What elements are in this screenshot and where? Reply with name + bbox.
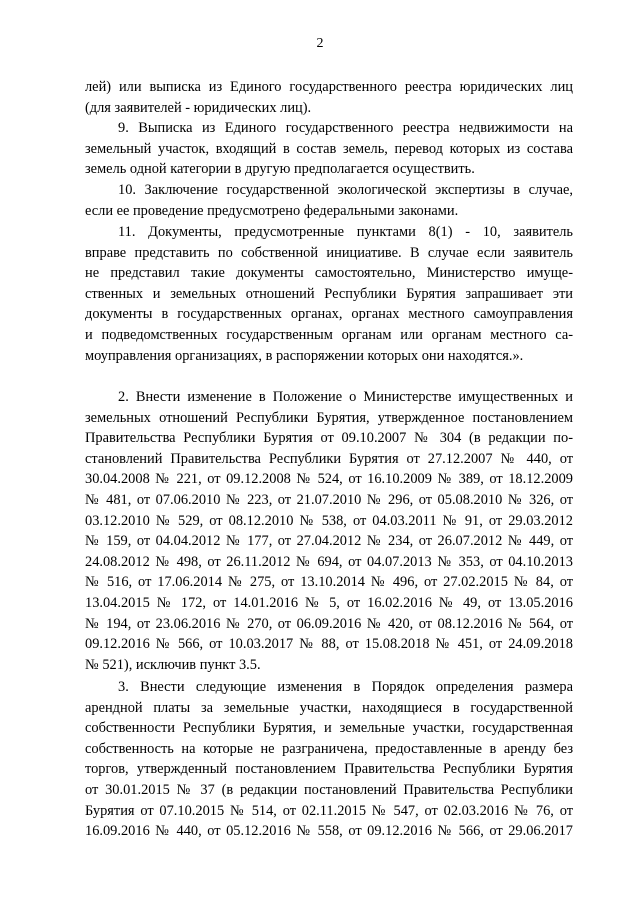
text-line: № 521), исключив пункт 3.5. xyxy=(85,656,261,673)
text-line: ственных и земельных отношений Республики Бурятия запрашивает эти xyxy=(85,285,573,302)
text-line: моуправления организациях, в распоряжении которых они находятся.». xyxy=(85,347,524,364)
text-line: 09.12.2016 № 566, от 10.03.2017 № 88, от 15.08.2018 № 451, от 24.09.2018 xyxy=(85,636,573,653)
text-line: земель одной категории в другую предполагается осуществить. xyxy=(85,161,475,178)
text-line: земельный участок, входящий в состав земель, перевод которых из состава xyxy=(85,140,573,157)
text-line: собственность на которые не разграничена, предоставленные в аренду без xyxy=(85,740,573,757)
text-line: № 194, от 23.06.2016 № 270, от 06.09.2016 № 420, от 08.12.2016 № 564, от xyxy=(85,615,573,632)
text-line: (для заявителей - юридических лиц). xyxy=(85,99,312,116)
paragraph-11 xyxy=(85,222,573,366)
text-line: 10. Заключение государственной экологической экспертизы в случае, xyxy=(118,182,573,198)
text-line: не представил такие документы самостоятельно, Министерство имуще- xyxy=(85,265,573,282)
paragraph-continuation xyxy=(85,77,573,118)
text-line: становлений Правительства Республики Бурятия от 27.12.2007 № 440, от xyxy=(85,450,573,467)
text-line: 3. Внести следующие изменения в Порядок определения размера xyxy=(118,679,573,695)
text-line: № 516, от 17.06.2014 № 275, от 13.10.2014 № 496, от 27.02.2015 № 84, от xyxy=(85,574,573,591)
text-line: вправе представить по собственной инициативе. В случае если заявитель xyxy=(85,244,573,261)
text-line: Правительства Республики Бурятия от 09.10.2007 № 304 (в редакции по- xyxy=(85,430,573,447)
text-line: № 159, от 04.04.2012 № 177, от 27.04.2012 № 234, от 26.07.2012 № 449, от xyxy=(85,533,573,550)
text-line: 13.04.2015 № 172, от 14.01.2016 № 5, от 16.02.2016 № 49, от 13.05.2016 xyxy=(85,594,573,611)
text-line: если ее проведение предусмотрено федеральными законами. xyxy=(85,202,459,219)
text-line: 9. Выписка из Единого государственного реестра недвижимости на xyxy=(118,120,573,136)
text-line: и подведомственных государственным органам или органам местного са- xyxy=(85,326,573,343)
section-2 xyxy=(85,387,573,675)
text-line: документы в государственных органах, органах местного самоуправления xyxy=(85,306,573,323)
text-line: 2. Внести изменение в Положение о Министерстве имущественных и xyxy=(118,389,573,405)
text-line: № 481, от 07.06.2010 № 223, от 21.07.2010 № 296, от 05.08.2010 № 326, от xyxy=(85,491,573,508)
paragraph-9 xyxy=(85,118,573,180)
text-line: 03.12.2010 № 529, от 08.12.2010 № 538, от 04.03.2011 № 91, от 29.03.2012 xyxy=(85,512,573,529)
text-line: торгов, утвержденный постановлением Правительства Республики Бурятия xyxy=(85,761,573,778)
text-line: 11. Документы, предусмотренные пунктами 8(1) - 10, заявитель xyxy=(118,224,573,240)
page-number: 2 xyxy=(316,36,324,51)
text-line: 16.09.2016 № 440, от 05.12.2016 № 558, от 09.12.2016 № 566, от 29.06.2017 xyxy=(85,823,573,840)
text-line: 24.08.2012 № 498, от 26.11.2012 № 694, от 04.07.2013 № 353, от 04.10.2013 xyxy=(85,553,573,570)
text-line: собственности Республики Бурятия, и земельные участки, государственная xyxy=(85,720,573,737)
text-line: лей) или выписка из Единого государственного реестра юридических лиц xyxy=(85,79,573,95)
paragraph-10 xyxy=(85,180,573,221)
section-3 xyxy=(85,677,573,842)
text-line: арендной платы за земельные участки, находящиеся в государственной xyxy=(85,699,573,716)
text-line: от 30.01.2015 № 37 (в редакции постановлений Правительства Республики xyxy=(85,781,573,798)
text-line: Бурятия от 07.10.2015 № 514, от 02.11.2015 № 547, от 02.03.2016 № 76, от xyxy=(85,802,573,819)
text-line: земельных отношений Республики Бурятия, утвержденное постановлением xyxy=(85,409,573,426)
text-line: 30.04.2008 № 221, от 09.12.2008 № 524, от 16.10.2009 № 389, от 18.12.2009 xyxy=(85,471,573,488)
